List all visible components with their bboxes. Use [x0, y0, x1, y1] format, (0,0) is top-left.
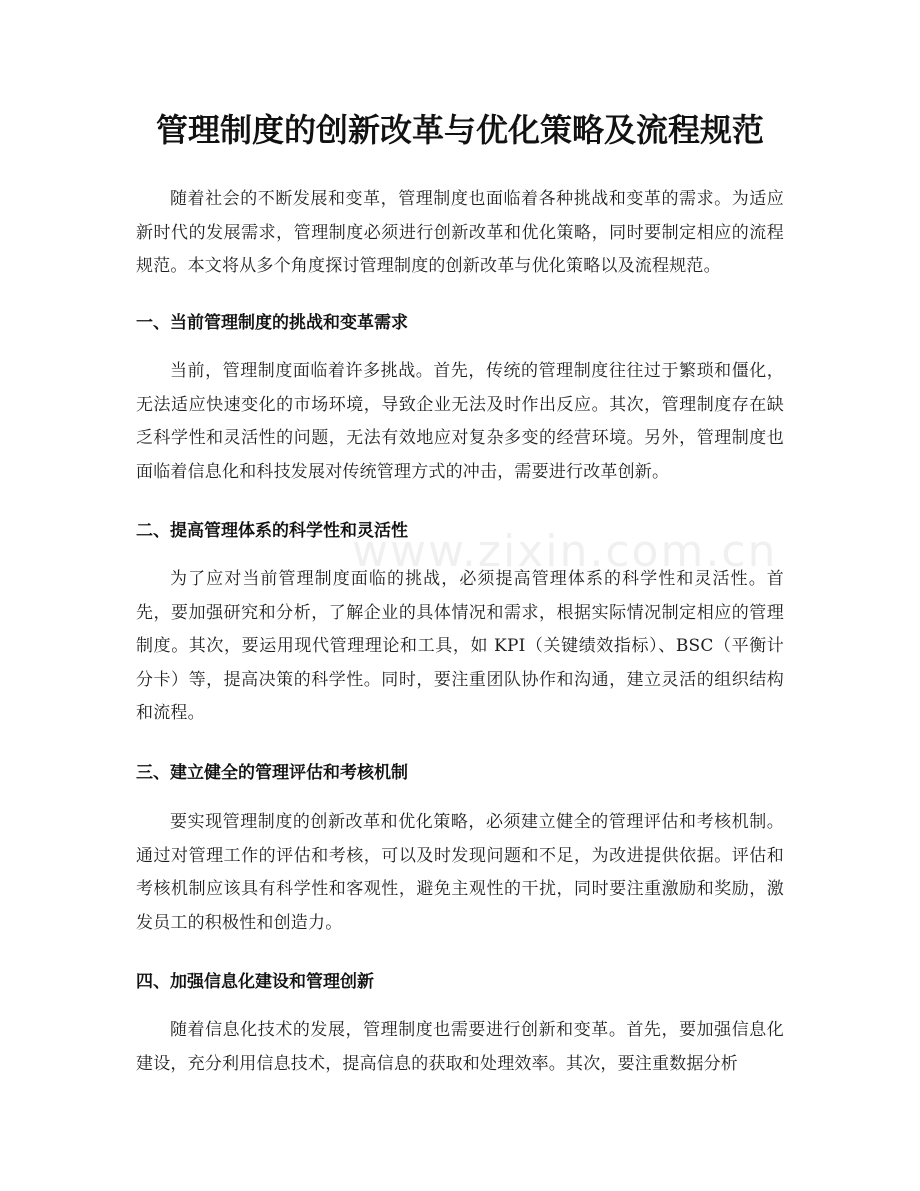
- section-4-heading: 四、加强信息化建设和管理创新: [136, 972, 374, 992]
- section-1-body: 当前，管理制度面临着许多挑战。首先，传统的管理制度往往过于繁琐和僵化，无法适应快速变化的市场环境，导致企业无法及时作出反应。其次，管理制度存在缺乏科学性和灵活性的问题，无法有效地应对复杂多变的经营环境。另外，管理制度也面临着信息化和科技发展对传统管理方式的冲击，需要进行改革创新。: [136, 361, 784, 482]
- section-1-heading: 一、当前管理制度的挑战和变革需求: [136, 313, 408, 333]
- section-4-body: 随着信息化技术的发展，管理制度也需要进行创新和变革。首先，要加强信息化建设，充分利用信息技术，提高信息的获取和处理效率。其次，要注重数据分析: [136, 1020, 784, 1074]
- document-title: 管理制度的创新改革与优化策略及流程规范: [155, 111, 764, 149]
- section-3-body: 要实现管理制度的创新改革和优化策略，必须建立健全的管理评估和考核机制。通过对管理工作的评估和考核，可以及时发现问题和不足，为改进提供依据。评估和考核机制应该具有科学性和客观性，避免主观性的干扰，同时要注重激励和奖励，激发员工的积极性和创造力。: [136, 812, 784, 933]
- watermark-text: www.zixin.com.cn: [352, 526, 778, 577]
- section-3-heading: 三、建立健全的管理评估和考核机制: [136, 763, 408, 783]
- section-2-heading: 二、提高管理体系的科学性和灵活性: [136, 521, 408, 541]
- intro-paragraph: 随着社会的不断发展和变革，管理制度也面临着各种挑战和变革的需求。为适应新时代的发展需求，管理制度必须进行创新改革和优化策略，同时要制定相应的流程规范。本文将从多个角度探讨管理制度的创新改革与优化策略以及流程规范。: [136, 189, 784, 276]
- section-2-body: 为了应对当前管理制度面临的挑战，必须提高管理体系的科学性和灵活性。首先，要加强研究和分析，了解企业的具体情况和需求，根据实际情况制定相应的管理制度。其次，要运用现代管理理论和工具，如 KPI（关键绩效指标）、BSC（平衡计分卡）等，提高决策的科学性。同时，要注重团队协作和沟通，建立灵活的组织结构和流程。: [136, 569, 784, 723]
